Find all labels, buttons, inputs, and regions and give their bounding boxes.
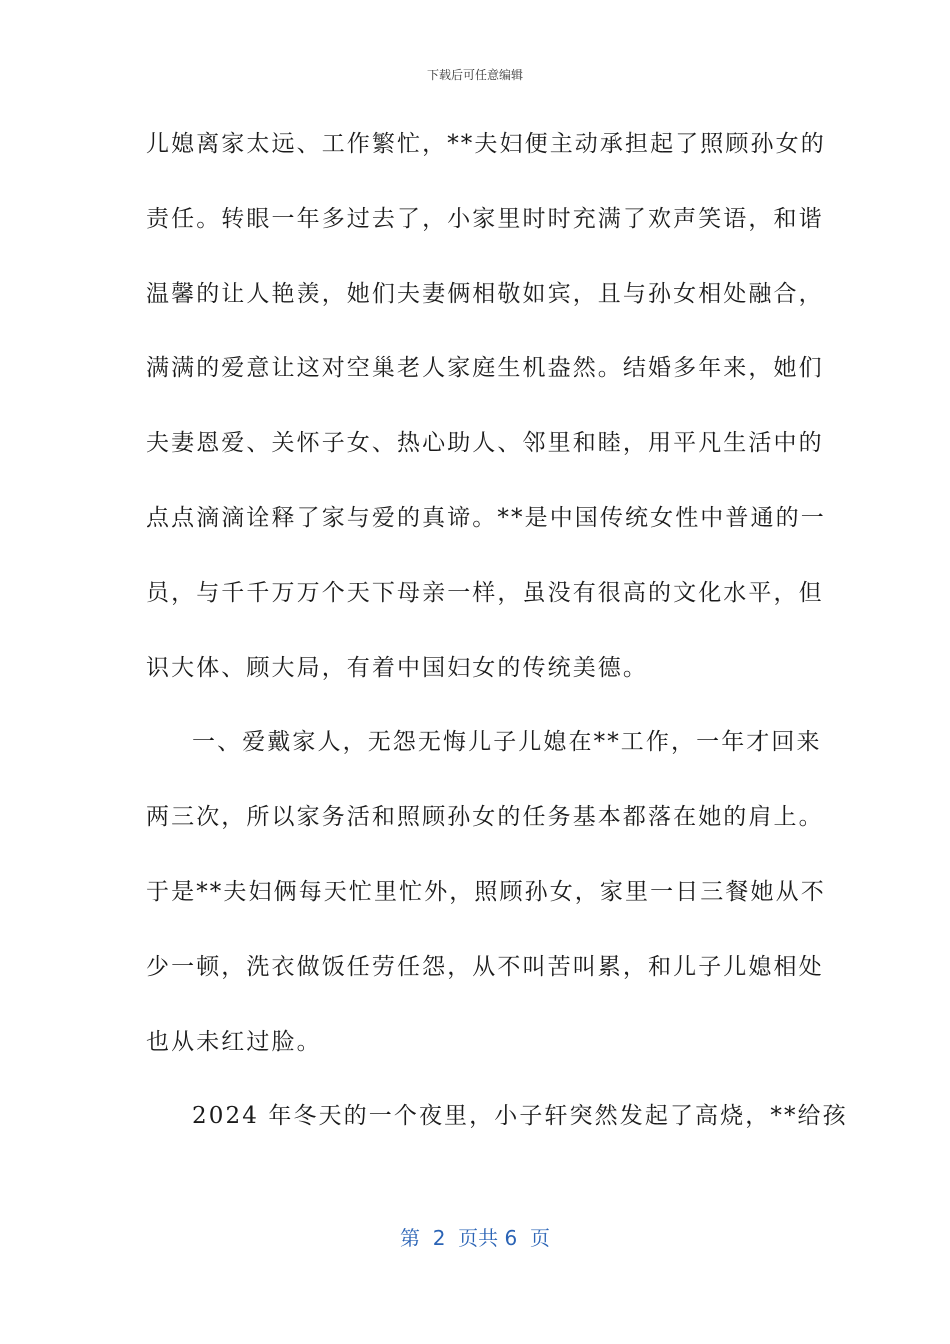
body-line-5: 夫妻恩爱、关怀子女、热心助人、邻里和睦，用平凡生活中的 [146,430,824,457]
body-line-2: 责任。转眼一年多过去了，小家里时时充满了欢声笑语，和谐 [146,205,824,232]
page-number-footer: 第 2 页共 6 页 [400,1226,550,1250]
body-line-11: 于是**夫妇俩每天忙里忙外，照顾孙女，家里一日三餐她从不 [146,878,826,905]
body-line-8: 识大体、顾大局，有着中国妇女的传统美德。 [146,654,648,681]
body-line-4: 满满的爱意让这对空巢老人家庭生机盎然。结婚多年来，她们 [146,355,824,382]
body-line-1: 儿媳离家太远、工作繁忙，**夫妇便主动承担起了照顾孙女的 [146,131,826,157]
document-body [146,124,848,1171]
body-line-10: 两三次，所以家务活和照顾孙女的任务基本都落在她的肩上。 [146,804,824,831]
body-line-13: 也从未红过脸。 [146,1028,322,1055]
body-line-6: 点点滴滴诠释了家与爱的真谛。**是中国传统女性中普通的一 [146,504,826,531]
body-line-3: 温馨的让人艳羡，她们夫妻俩相敬如宾，且与孙女相处融合， [146,280,824,307]
body-line-12: 少一顿，洗衣做饭任劳任怨，从不叫苦叫累，和儿子儿媳相处 [146,953,824,980]
body-line-7: 员，与千千万万个天下母亲一样，虽没有很高的文化水平，但 [146,579,824,606]
body-line-9: 一、爱戴家人，无怨无悔儿子儿媳在**工作，一年才回来 [192,729,822,756]
page-header: 下载后可任意编辑 [426,68,523,82]
body-line-14: 2024 年冬天的一个夜里，小子轩突然发起了高烧，**给孩 [192,1103,848,1130]
